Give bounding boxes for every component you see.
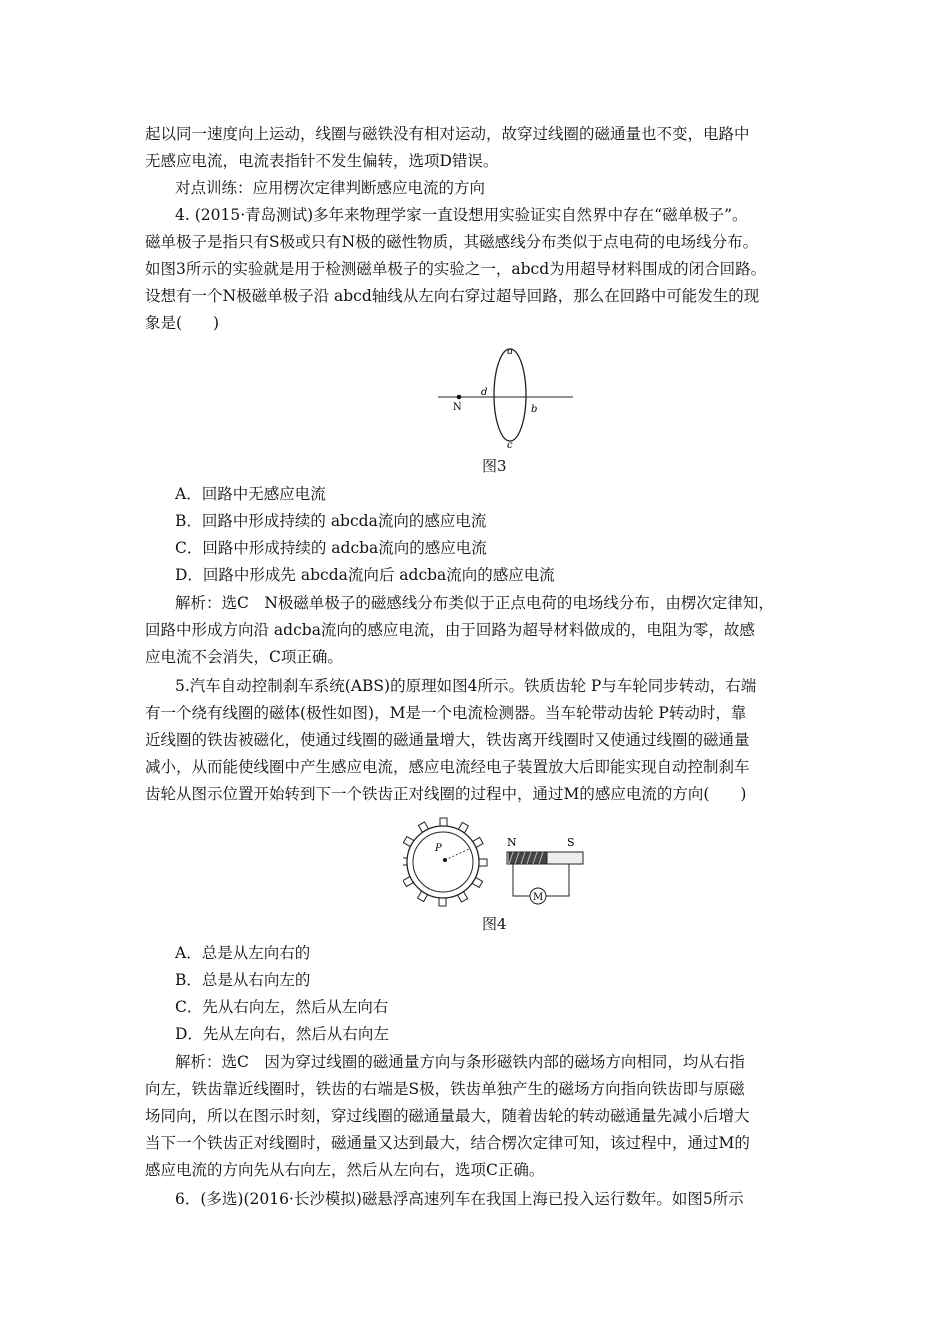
label-m: M <box>533 892 544 903</box>
text-line: 齿轮从图示位置开始转到下一个铁齿正对线圈的过程中，通过M的感应电流的方向( ) <box>145 785 747 803</box>
question-5-text: 5.汽车自动控制刹车系统(ABS)的原理如图4所示。铁质齿轮 P与车轮同步转动，右端 <box>175 677 757 695</box>
section-heading: 对点训练：应用楞次定律判断感应电流的方向 <box>175 179 486 197</box>
option-b: B．总是从右向左的 <box>175 971 311 989</box>
text-line: 有一个绕有线圈的磁体(极性如图)，M是一个电流检测器。当车轮带动齿轮 P转动时，靠 <box>145 704 747 722</box>
label-c: c <box>507 440 513 451</box>
option-c: C．先从右向左，然后从左向右 <box>175 998 389 1016</box>
text-line: 场同向，所以在图示时刻，穿过线圈的磁通量最大，随着齿轮的转动磁通量先减小后增大 <box>145 1107 750 1125</box>
figure-3-loop-diagram <box>435 342 575 452</box>
label-d: d <box>481 387 488 398</box>
figure-4-caption: 图4 <box>482 915 507 933</box>
option-b: B．回路中形成持续的 abcda流向的感应电流 <box>175 512 487 530</box>
text-line: 感应电流的方向先从右向左，然后从左向右，选项C正确。 <box>145 1161 545 1179</box>
label-b: b <box>531 404 538 415</box>
circuit-wire <box>513 864 530 896</box>
monopole-dot <box>457 395 462 400</box>
option-a: A．回路中无感应电流 <box>175 485 326 503</box>
option-a: A．总是从左向右的 <box>175 944 311 962</box>
text-line: 应电流不会消失，C项正确。 <box>145 648 343 666</box>
option-d: D．先从左向右，然后从右向左 <box>175 1025 389 1043</box>
text-line: 设想有一个N极磁单极子沿 abcd轴线从左向右穿过超导回路，那么在回路中可能发生的现 <box>145 287 760 305</box>
superconducting-loop <box>494 349 526 441</box>
explanation-text: 解析：选C N极磁单极子的磁感线分布类似于正点电荷的电场线分布，由楞次定律知， <box>175 594 774 612</box>
text-line: 回路中形成方向沿 adcba流向的感应电流，由于回路为超导材料做成的，电阻为零，故感 <box>145 621 755 639</box>
text-line: 如图3所示的实验就是用于检测磁单极子的实验之一，abcd为用超导材料围成的闭合回路。 <box>145 260 767 278</box>
label-p: P <box>435 843 442 854</box>
question-6-text: 6．(多选)(2016·长沙模拟)磁悬浮高速列车在我国上海已投入运行数年。如图5所示 <box>175 1190 744 1208</box>
text-line: 象是( ) <box>145 314 220 332</box>
figure-3-caption: 图3 <box>482 457 507 475</box>
text-line: 向左，铁齿靠近线圈时，铁齿的右端是S极，铁齿单独产生的磁场方向指向铁齿即与原磁 <box>145 1080 745 1098</box>
label-n: N <box>453 402 462 413</box>
gear-body <box>407 826 479 898</box>
label-n: N <box>507 836 517 849</box>
text-line: 起以同一速度向上运动，线圈与磁铁没有相对运动，故穿过线圈的磁通量也不变，电路中 <box>145 125 750 143</box>
circuit-wire <box>546 864 569 896</box>
figure-4-abs-diagram <box>403 815 593 910</box>
label-a: a <box>507 346 513 357</box>
text-line: 当下一个铁齿正对线圈时，磁通量又达到最大，结合楞次定律可知，该过程中，通过M的 <box>145 1134 750 1152</box>
text-line: 磁单极子是指只有S极或只有N极的磁性物质，其磁感线分布类似于点电荷的电场线分布。 <box>145 233 759 251</box>
question-4-text: 4. (2015·青岛测试)多年来物理学家一直设想用实验证实自然界中存在“磁单极子”。 <box>175 206 748 224</box>
explanation-text: 解析：选C 因为穿过线圈的磁通量方向与条形磁铁内部的磁场方向相同，均从右指 <box>175 1053 745 1071</box>
text-line: 无感应电流，电流表指针不发生偏转，选项D错误。 <box>145 152 499 170</box>
text-line: 减小，从而能使线圈中产生感应电流，感应电流经电子装置放大后即能实现自动控制刹车 <box>145 758 750 776</box>
option-c: C．回路中形成持续的 adcba流向的感应电流 <box>175 539 487 557</box>
option-d: D．回路中形成先 abcda流向后 adcba流向的感应电流 <box>175 566 555 584</box>
text-line: 近线圈的铁齿被磁化，使通过线圈的磁通量增大，铁齿离开线圈时又使通过线圈的磁通量 <box>145 731 750 749</box>
label-s: S <box>567 836 575 849</box>
